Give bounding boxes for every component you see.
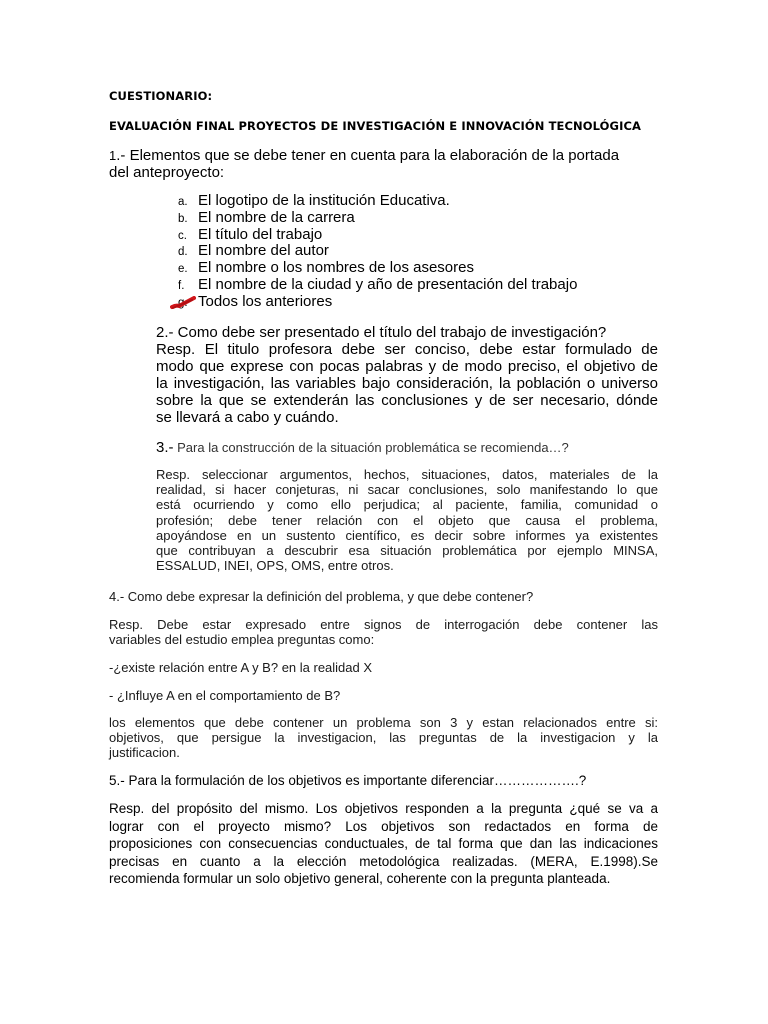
question-1-number: 1 bbox=[109, 148, 117, 163]
question-3-number: 3.- bbox=[156, 439, 174, 456]
option-item bbox=[178, 243, 577, 260]
question-4-example-2: - ¿Influye A en el comportamiento de B? bbox=[109, 688, 341, 703]
answer-line: profesión; debe tener relación con el objeto que causa el problema, bbox=[156, 512, 658, 528]
question-1-line2: del anteproyecto: bbox=[109, 164, 225, 181]
answer-line: Resp. del propósito del mismo. Los objetivos responden a la pregunta ¿qué se va a bbox=[109, 801, 658, 816]
question-4-answer bbox=[109, 617, 658, 647]
option-text: Todos los anteriores bbox=[198, 292, 333, 310]
option-letter: b. bbox=[178, 212, 188, 225]
answer-line: Resp. seleccionar argumentos, hechos, situaciones, datos, materiales de la bbox=[156, 467, 658, 482]
answer-line: variables del estudio emplea preguntas como: bbox=[109, 632, 375, 648]
question-1 bbox=[109, 147, 669, 181]
option-text: El nombre o los nombres de los asesores bbox=[198, 259, 474, 277]
option-text: El logotipo de la institución Educativa. bbox=[198, 192, 450, 209]
question-2-text: 2.- Como debe ser presentado el título del trabajo de investigación? bbox=[156, 324, 607, 341]
answer-line: realidad, si hacer conjeturas, ni sacar conclusiones, solo manifestando lo que bbox=[156, 482, 658, 498]
answer-line: sobre la que se extenderán las conclusiones y de ser necesario, dónde bbox=[156, 392, 658, 409]
option-letter: d. bbox=[178, 246, 188, 259]
answer-line: justificacion. bbox=[109, 745, 180, 761]
option-letter: c. bbox=[178, 229, 187, 242]
answer-line: precisas en cuanto a la elección metodológica realizadas. (MERA, E.1998).Se bbox=[109, 853, 658, 869]
option-item bbox=[178, 210, 577, 227]
answer-line: apoyándose en un sustento científico, es decir sobre informes ya existentes bbox=[156, 527, 658, 543]
question-2 bbox=[156, 324, 658, 426]
answer-line: los elementos que debe contener un problema son 3 y estan relacionados entre si: bbox=[109, 715, 658, 730]
option-item bbox=[178, 193, 577, 210]
question-1-text: .- Elementos que se debe tener en cuenta para la elaboración de la portada bbox=[116, 147, 620, 164]
option-item-marked bbox=[178, 294, 577, 311]
option-text: El nombre de la ciudad y año de presentación del trabajo bbox=[198, 275, 578, 293]
document-subtitle: EVALUACIÓN FINAL PROYECTOS DE INVESTIGACIÓN E INNOVACIÓN TECNOLÓGICA bbox=[109, 119, 641, 133]
option-letter: f. bbox=[178, 279, 185, 292]
answer-line: objetivos, que persigue la investigacion, las preguntas de la investigacion y la bbox=[109, 730, 658, 746]
option-letter: e. bbox=[178, 263, 188, 276]
answer-line: modo que exprese con pocas palabras y de modo preciso, el objetivo de bbox=[156, 358, 658, 375]
document-title: CUESTIONARIO: bbox=[109, 89, 213, 103]
question-3-text: Para la construcción de la situación problemática se recomienda…? bbox=[173, 440, 569, 455]
question-4-example-1: -¿existe relación entre A y B? en la realidad X bbox=[109, 660, 373, 675]
question-4-elements bbox=[109, 715, 658, 761]
answer-line: que contribuyan a descubrir esa situación problemática por ejemplo MINSA, bbox=[156, 543, 658, 559]
option-text: El título del trabajo bbox=[198, 225, 323, 243]
answer-line: se llevará a cabo y cuándo. bbox=[156, 409, 339, 426]
answer-line: la investigación, las variables bajo consideración, la población o universo bbox=[156, 375, 658, 392]
option-text: El nombre del autor bbox=[198, 242, 329, 260]
option-letter: a. bbox=[178, 196, 188, 208]
answer-line: está ocurriendo y como ello perjudica; al paciente, familia, comunidad o bbox=[156, 497, 658, 513]
option-item bbox=[178, 260, 577, 277]
question-4-text: 4.- Como debe expresar la definición del problema, y que debe contener? bbox=[109, 589, 534, 604]
question-1-line1 bbox=[109, 147, 669, 164]
question-5-answer bbox=[109, 800, 658, 888]
option-letter: g. bbox=[178, 296, 188, 309]
question-5-text: 5.- Para la formulación de los objetivos es importante diferenciar……………….? bbox=[109, 773, 587, 788]
answer-line: proposiciones con consecuencias conductuales, de tal forma que dan las indicaciones bbox=[109, 836, 658, 852]
answer-line: recomienda formular un solo objetivo general, coherente con la pregunta planteada. bbox=[109, 871, 611, 887]
question-3-answer bbox=[156, 467, 658, 573]
answer-line: Resp. El titulo profesora debe ser conciso, debe estar formulado de bbox=[156, 341, 658, 358]
option-text: El nombre de la carrera bbox=[198, 208, 355, 226]
red-check-mark-icon bbox=[170, 296, 196, 310]
question-1-options bbox=[178, 193, 577, 311]
option-item bbox=[178, 227, 577, 244]
answer-line: lograr con el proyecto mismo? Los objetivos son redactados en forma de bbox=[109, 818, 658, 834]
option-item bbox=[178, 277, 577, 294]
question-3 bbox=[156, 439, 661, 457]
answer-line: Resp. Debe estar expresado entre signos de interrogación debe contener las bbox=[109, 617, 658, 632]
answer-line: ESSALUD, INEI, OPS, OMS, entre otros. bbox=[156, 558, 394, 574]
